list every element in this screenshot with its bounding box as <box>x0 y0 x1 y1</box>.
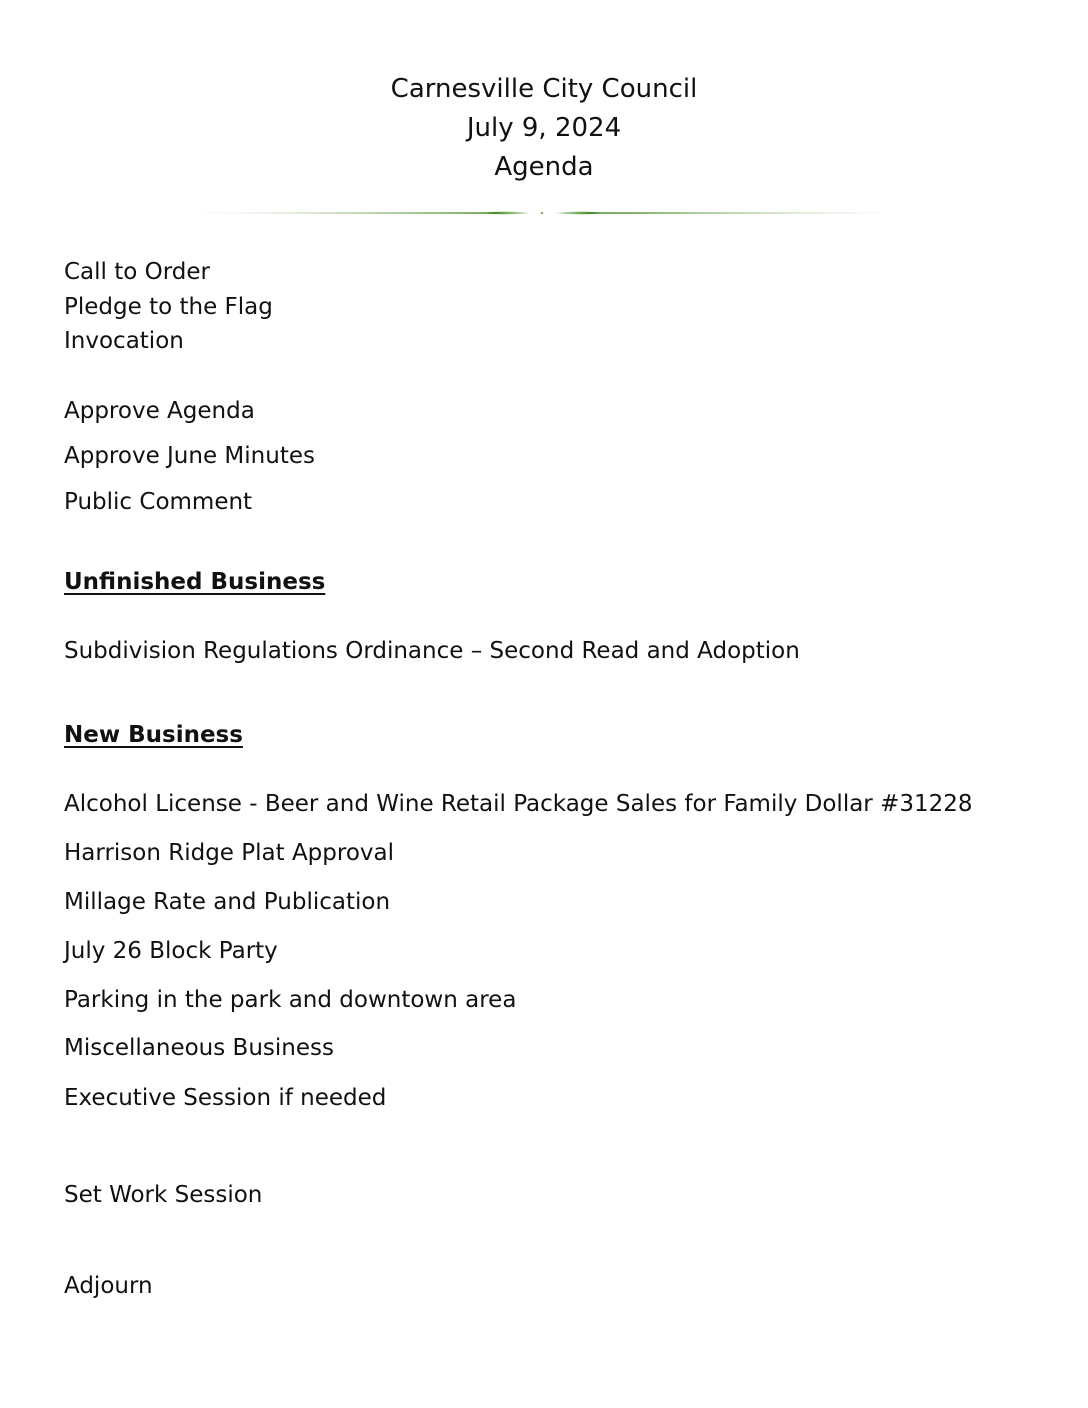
agenda-item-subdivision-ordinance: Subdivision Regulations Ordinance – Second Read and Adoption <box>64 638 800 664</box>
unfinished-business-heading: Unfinished Business <box>64 569 326 595</box>
agenda-item-set-work-session: Set Work Session <box>64 1182 263 1208</box>
agenda-item-block-party: July 26 Block Party <box>64 938 278 964</box>
agenda-item-approve-agenda: Approve Agenda <box>64 398 255 424</box>
meeting-date: July 9, 2024 <box>466 113 622 143</box>
new-business-heading: New Business <box>64 722 243 748</box>
agenda-item-approve-minutes: Approve June Minutes <box>64 443 315 469</box>
agenda-item-misc-business: Miscellaneous Business <box>64 1035 334 1061</box>
agenda-item-millage-rate: Millage Rate and Publication <box>64 889 391 915</box>
green-divider-line <box>186 206 900 220</box>
agenda-item-invocation: Invocation <box>64 328 184 354</box>
council-title: Carnesville City Council <box>390 74 698 104</box>
agenda-item-pledge: Pledge to the Flag <box>64 294 273 320</box>
agenda-item-adjourn: Adjourn <box>64 1273 153 1299</box>
agenda-item-parking: Parking in the park and downtown area <box>64 987 517 1013</box>
agenda-header <box>0 70 1088 187</box>
agenda-item-public-comment: Public Comment <box>64 489 253 515</box>
agenda-item-alcohol-license: Alcohol License - Beer and Wine Retail Package Sales for Family Dollar #31228 <box>64 791 973 817</box>
agenda-item-executive-session: Executive Session if needed <box>64 1085 387 1111</box>
agenda-item-plat-approval: Harrison Ridge Plat Approval <box>64 840 394 866</box>
agenda-item-call-to-order: Call to Order <box>64 259 211 285</box>
agenda-label: Agenda <box>494 152 594 182</box>
